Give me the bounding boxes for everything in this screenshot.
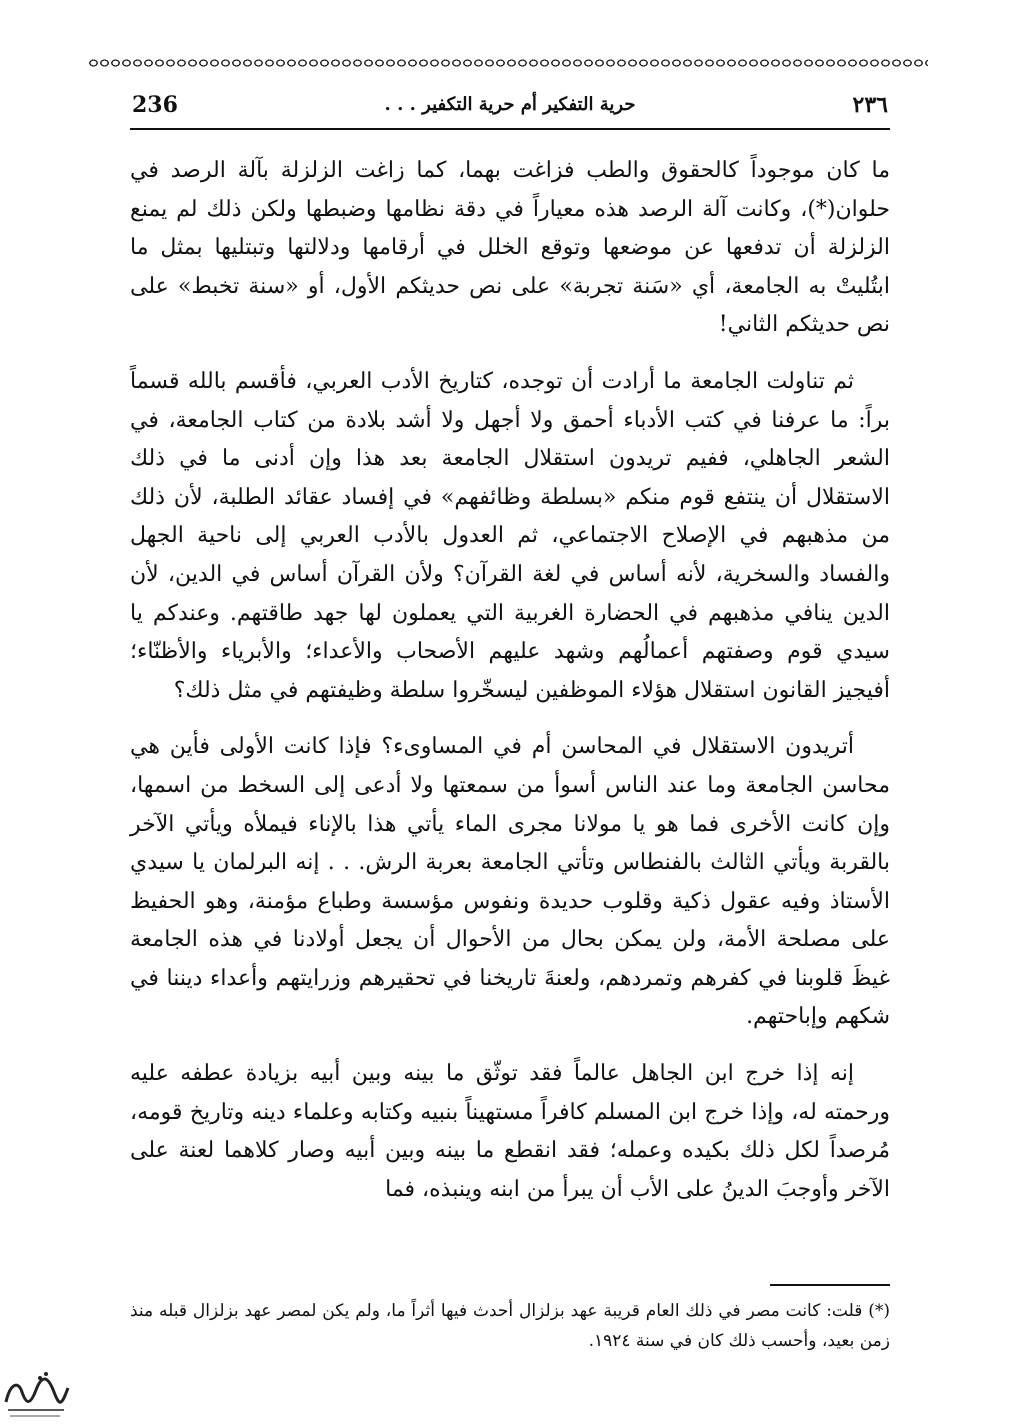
paragraph-4: إنه إذا خرج ابن الجاهل عالماً فقد توثّق ما بينه وبين أبيه بزيادة عطفه عليه ورحمته له، وإذا خرج ابن المسلم كافراً مستهيناً بنبيه وكتابه وعلماء دينه وتاريخ قومه، مُرصداً لكل ذلك بكيده وعمله؛ فقد انقطع ما بينه وبين أبيه وصار كلاهما لعنة على الآخر وأوجبَ الدينُ على الأب أن يبرأ من ابنه وينبذه، فما: [130, 1061, 890, 1202]
paragraph-1: ما كان موجوداً كالحقوق والطب فزاغت بهما، كما زاغت الزلزلة بآلة الرصد في حلوان(*)، وكانت آلة الرصد هذه معياراً في دقة نظامها وضبطها ولكن ذلك لم يمنع الزلزلة أن تدفعها عن موضعها وتوقع الخلل في أرقامها ودلالتها وتبتليها بمثل ما ابتُليتْ به الجامعة، أي «سَنة تجربة» على نص حديثكم الأول، أو «سنة تخبط» على نص حديثكم الثاني!: [130, 158, 890, 338]
paragraph-3: أتريدون الاستقلال في المحاسن أم في المساوىء؟ فإذا كانت الأولى فأين هي محاسن الجامعة وما عند الناس أسوأ من سمعتها ولا أدعى إلى السخط من اسمها، وإن كانت الأخرى فما هو يا مولانا مجرى الماء يأتي هذا بالإناء فيملأه ويأتي الآخر بالقربة ويأتي الثالث بالفنطاس وتأتي الجامعة بعربة الرش. . . إنه البرلمان يا سيدي الأستاذ وفيه عقول ذكية وقلوب حديدة ونفوس مؤسسة وطباع مؤمنة، وهو الحفيظ على مصلحة الأمة، ولن يمكن بحال من الأحوال أن يجعل أولادنا في هذه الجامعة غيظَ قلوبنا في كفرهم وتمردهم، ولعنةَ تاريخنا في تحقيرهم وزرايتهم وأعداء ديننا في شكهم وإباحتهم.: [130, 734, 890, 1030]
footnote-divider: [770, 1284, 890, 1286]
top-ornament-border: [88, 56, 928, 70]
publisher-stamp-logo: [0, 1362, 72, 1422]
page-header: [130, 92, 890, 130]
page-number-arabic: ٢٣٦: [852, 92, 888, 118]
running-title: حرية التفكير أم حرية التكفير . . .: [384, 94, 636, 115]
body-text: [130, 152, 890, 1227]
paragraph-2: ثم تناولت الجامعة ما أرادت أن توجده، كتاريخ الأدب العربي، فأقسم بالله قسماً براً: ما عرفنا في كتب الأدباء أحمق ولا أجهل ولا أشد بلادة من كتاب الجامعة، في الشعر الجاهلي، ففيم تريدون استقلال الجامعة بعد هذا وإن أدنى ما في ذلك الاستقلال أن ينتفع قوم منكم «بسلطة وظائفهم» في إفساد عقائد الطلبة، لأن ذلك من مذهبهم في الإصلاح الاجتماعي، ثم العدول بالأدب العربي إلى ناحية الجهل والفساد والسخرية، لأنه أساس في لغة القرآن؟ ولأن القرآن أساس في الدين، لأن الدين ينافي مذهبهم في الحضارة الغربية التي يعملون لها جهد طاقتهم. وعندكم يا سيدي قوم وصفتهم أعمالُهم وشهد عليهم الأصحاب والأعداء؛ والأبرياء والأظنّاء؛ أفيجيز القانون استقلال هؤلاء الموظفين ليسخّروا سلطة وظيفتهم في مثل ذلك؟: [130, 368, 890, 703]
page-number-latin: 236: [132, 92, 178, 118]
footnote: (*) قلت: كانت مصر في ذلك العام قريبة عهد بزلزال أحدث فيها أثراً ما، ولم يكن لمصر عهد بزلزال قبله منذ زمن بعيد، وأحسب ذلك كان في سنة ١٩٢٤.: [130, 1301, 890, 1351]
